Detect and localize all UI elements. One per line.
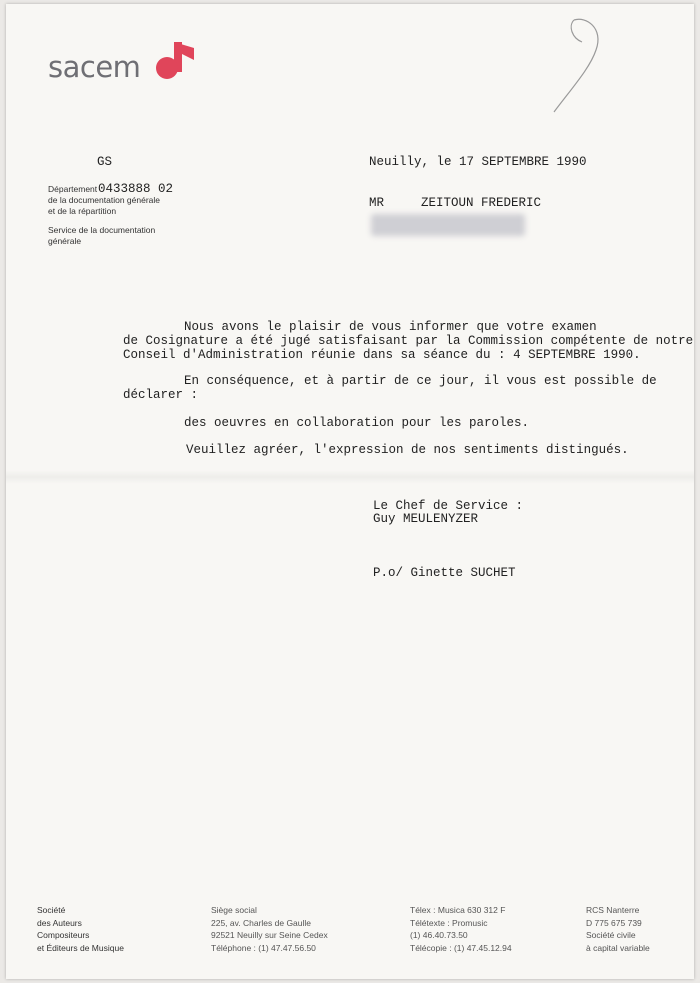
music-note-logo-icon (152, 40, 194, 82)
service-block (48, 225, 155, 247)
footer-line: 92521 Neuilly sur Seine Cedex (211, 930, 328, 940)
service-line: générale (48, 236, 82, 246)
signature-title: Le Chef de Service : (373, 499, 524, 513)
department-number: 0433888 02 (98, 182, 174, 196)
footer-line: et Éditeurs de Musique (37, 942, 124, 953)
department-line: Département (48, 184, 98, 194)
reference-code: GS (97, 155, 113, 169)
paragraph-2-line-1: En conséquence, et à partir de ce jour, il vous est possible de (184, 374, 657, 388)
salutation: MR (369, 196, 385, 210)
paragraph-3: des oeuvres en collaboration pour les paroles. (184, 416, 530, 430)
place-date: Neuilly, le 17 SEPTEMBRE 1990 (369, 155, 587, 169)
footer-line: des Auteurs (37, 917, 82, 928)
footer-line: 225, av. Charles de Gaulle (211, 917, 312, 928)
department-line: de la documentation générale (48, 195, 160, 205)
footer-line: Siège social (211, 905, 257, 915)
footer-line: (1) 46.40.73.50 (410, 930, 468, 940)
footer-line: Société (37, 905, 66, 915)
footer-society (37, 904, 124, 954)
paragraph-2-line-2: déclarer : (123, 388, 199, 402)
paragraph-1-line-1: Nous avons le plaisir de vous informer que votre examen (184, 320, 597, 334)
footer-line: RCS Nanterre (586, 905, 640, 915)
footer-line: Télétexte : Promusic (410, 917, 488, 928)
footer-line: Télécopie : (1) 47.45.12.94 (410, 942, 512, 953)
signature-proxy: P.o/ Ginette SUCHET (373, 566, 516, 580)
footer-line: Téléphone : (1) 47.47.56.50 (211, 942, 316, 953)
footer-registration (586, 904, 650, 954)
footer-line: à capital variable (586, 942, 650, 953)
paper-fold (6, 470, 694, 484)
pencil-mark-icon (546, 16, 616, 116)
footer-line: Télex : Musica 630 312 F (410, 905, 506, 915)
recipient-name: ZEITOUN FREDERIC (421, 196, 542, 210)
closing-paragraph: Veuillez agréer, l'expression de nos sentiments distingués. (186, 443, 629, 457)
footer-line: Société civile (586, 930, 636, 940)
department-line: et de la répartition (48, 206, 117, 216)
logo-text: sacem (48, 50, 141, 84)
footer-contact (410, 904, 512, 954)
paragraph-1-line-2: de Cosignature a été jugé satisfaisant par la Commission compétente de notre (123, 334, 694, 348)
service-line: Service de la documentation (48, 225, 156, 235)
footer-line: D 775 675 739 (586, 917, 642, 928)
signature-name: Guy MEULENYZER (373, 512, 479, 526)
footer-address (211, 904, 328, 954)
footer-line: Compositeurs (37, 930, 90, 940)
paragraph-1-line-3: Conseil d'Administration réunie dans sa séance du : 4 SEPTEMBRE 1990. (123, 348, 641, 362)
redacted-address (371, 214, 525, 236)
letter-page (6, 4, 694, 979)
